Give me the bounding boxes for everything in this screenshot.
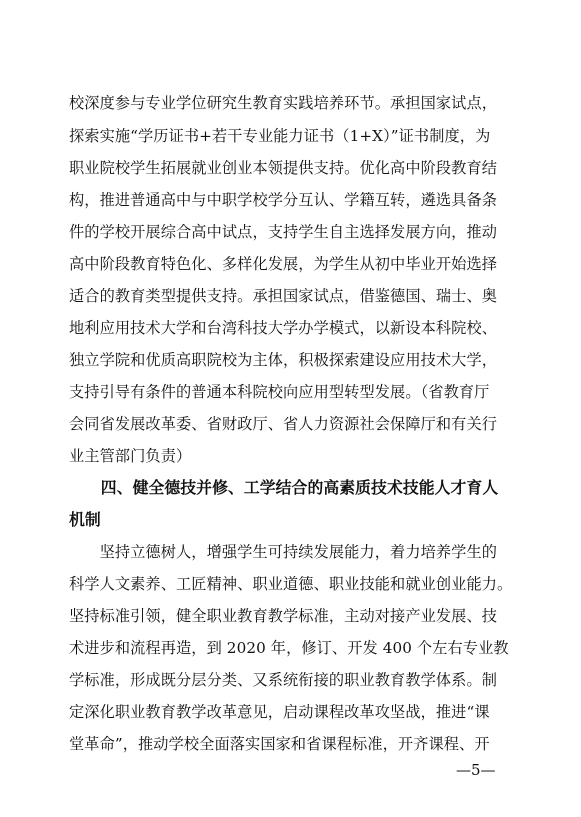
- paragraph-line: 适合的教育类型提供支持。承担国家试点，借鉴德国、瑞士、奥: [69, 287, 498, 305]
- paragraph-line: 坚持立德树人，增强学生可持续发展能力，着力培养学生的: [69, 543, 498, 561]
- paragraph-line: 坚持标准引领，健全职业教育教学标准，主动对接产业发展、技: [69, 607, 498, 625]
- paragraph-line: 科学人文素养、工匠精神、职业道德、职业技能和就业创业能力。: [69, 575, 513, 593]
- paragraph-line: 独立学院和优质高职院校为主体，积极探索建设应用技术大学，: [69, 351, 498, 369]
- paragraph-line: 探索实施“学历证书+若干专业能力证书（1+X）”证书制度，为: [69, 127, 491, 145]
- paragraph-line: 会同省发展改革委、省财政厅、省人力资源社会保障厅和有关行: [69, 415, 498, 433]
- paragraph-line: 定深化职业教育教学改革意见，启动课程改革攻坚战，推进“课: [69, 703, 490, 721]
- paragraph-line: 高中阶段教育特色化、多样化发展，为学生从初中毕业开始选择: [69, 255, 498, 273]
- paragraph-line: 堂革命”，推动学校全面落实国家和省课程标准，开齐课程、开: [69, 735, 490, 753]
- paragraph-line: 业主管部门负责）: [69, 447, 192, 465]
- paragraph-line: 地利应用技术大学和台湾科技大学办学模式，以新设本科院校、: [69, 319, 498, 337]
- paragraph-line: 术进步和流程再造，到 2020 年，修订、开发 400 个左右专业教: [69, 639, 509, 657]
- paragraph-line: 职业院校学生拓展就业创业本领提供支持。优化高中阶段教育结: [69, 159, 498, 177]
- paragraph-line: 校深度参与专业学位研究生教育实践培养环节。承担国家试点，: [69, 94, 498, 112]
- paragraph-line: 件的学校开展综合高中试点，支持学生自主选择发展方向，推动: [69, 223, 498, 241]
- section-heading: 四、健全德技并修、工学结合的高素质技术技能人才育人: [69, 478, 499, 497]
- page-number: —5—: [456, 761, 496, 779]
- paragraph-line: 构，推进普通高中与中职学校学分互认、学籍互转，遴选具备条: [69, 191, 498, 209]
- paragraph-line: 学标准，形成既分层分类、又系统衔接的职业教育教学体系。制: [69, 671, 498, 689]
- paragraph-line: 支持引导有条件的普通本科院校向应用型转型发展。（省教育厅: [69, 383, 490, 401]
- section-heading: 机制: [69, 510, 101, 529]
